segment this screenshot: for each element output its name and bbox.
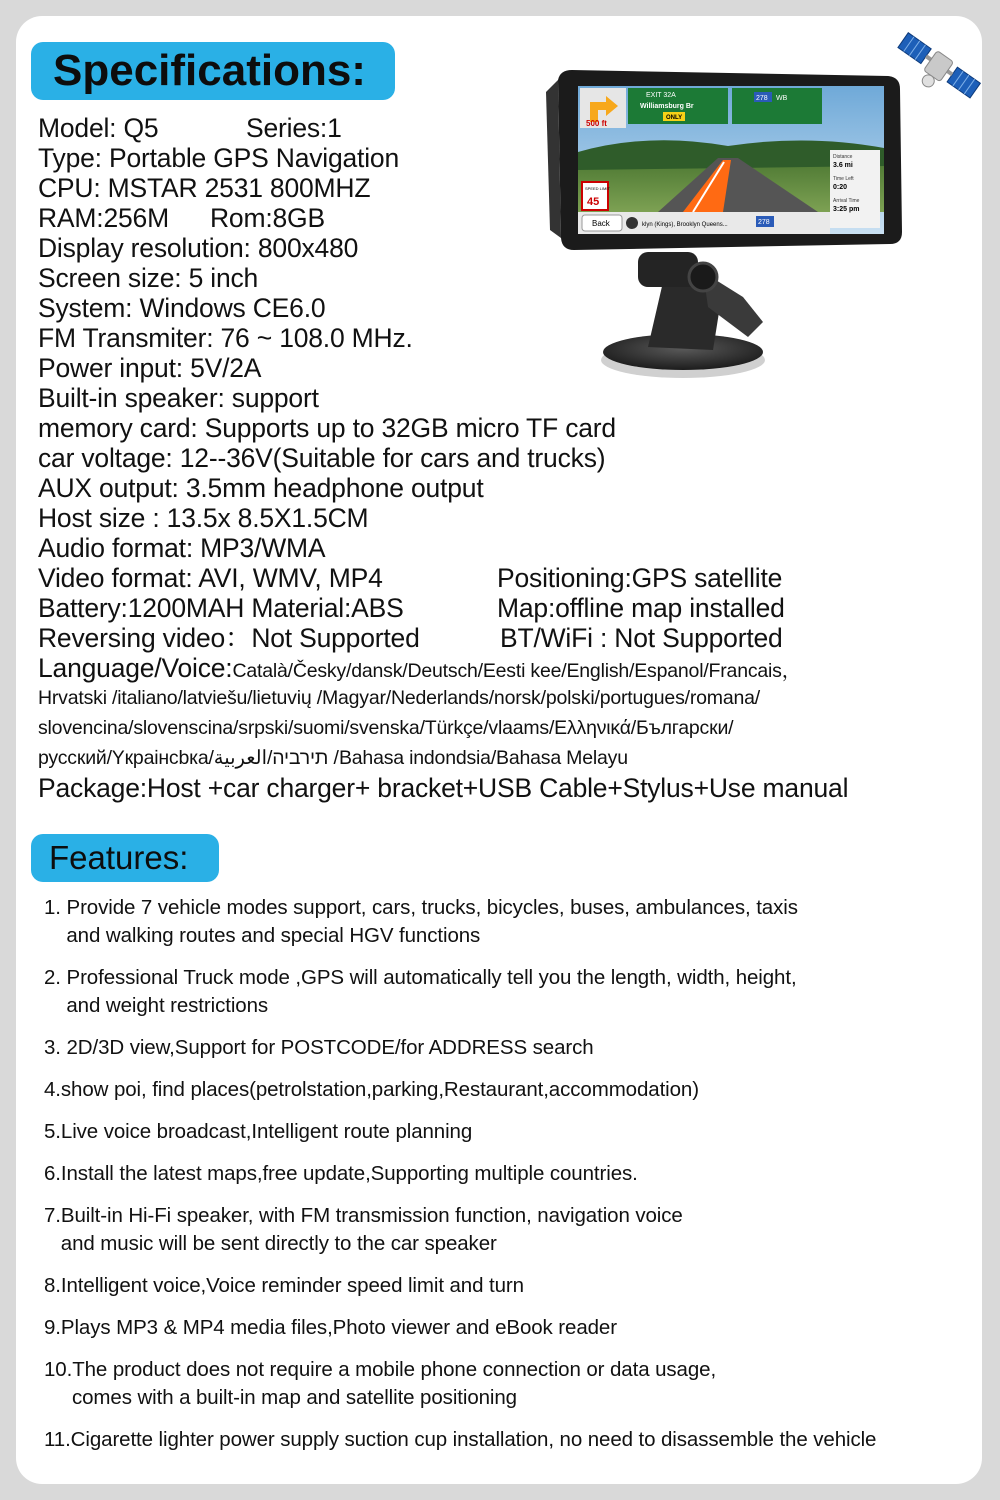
package-line: Package:Host +car charger+ bracket+USB Cable+Stylus+Use manual (38, 773, 849, 803)
spec-text: Built-in speaker: support (38, 383, 319, 413)
feature-text: 1. Provide 7 vehicle modes support, cars, trucks, bicycles, buses, ambulances, taxis (44, 896, 798, 919)
spec-text: Audio format: MP3/WMA (38, 533, 326, 563)
svg-text:klyn (Kings), Brooklyn Queens.: klyn (Kings), Brooklyn Queens... (642, 222, 728, 228)
spec-text: Model: Q5 (38, 113, 159, 143)
spec-text: Type: Portable GPS Navigation (38, 143, 399, 173)
feature-text: 7.Built-in Hi-Fi speaker, with FM transmission function, navigation voice (44, 1204, 683, 1227)
spec-line (38, 383, 978, 413)
feature-text: 2. Professional Truck mode ,GPS will automatically tell you the length, width, height, (44, 966, 797, 989)
feature-text: 3. 2D/3D view,Support for POSTCODE/for ADDRESS search (44, 1036, 594, 1059)
spec-text: Display resolution: 800x480 (38, 233, 359, 263)
svg-text:Time Left: Time Left (833, 176, 854, 182)
features-heading: Features: (31, 834, 219, 882)
svg-text:SPEED LIMIT: SPEED LIMIT (585, 186, 610, 191)
feature-item (44, 1160, 984, 1188)
feature-item (44, 1272, 984, 1300)
spec-text: Video format: AVI, WMV, MP4 (38, 563, 383, 593)
feature-text: 9.Plays MP3 & MP4 media files,Photo viewer and eBook reader (44, 1316, 617, 1339)
language-list-2: Hrvatski /italiano/latviešu/lietuvių /Magyar/Nederlands/norsk/polski/portugues/romana/ (38, 687, 760, 709)
feature-item (44, 1426, 984, 1454)
feature-item (44, 1076, 984, 1104)
svg-text:Arrival Time: Arrival Time (833, 198, 860, 204)
feature-item (44, 1118, 984, 1146)
satellite-icon (892, 26, 984, 108)
feature-text: 4.show poi, find places(petrolstation,parking,Restaurant,accommodation) (44, 1078, 699, 1101)
spec-line (38, 473, 978, 503)
svg-text:WB: WB (776, 95, 788, 102)
language-list-4: русский/Yкраінсbка/תירביה/العربية /Bahasa indondsia/Bahasa Melayu (38, 747, 628, 769)
spec-line (38, 413, 978, 443)
spec-text-secondary: BT/WiFi : Not Supported (500, 623, 783, 653)
gps-device-image (528, 62, 908, 382)
feature-item (44, 1356, 984, 1412)
svg-text:278: 278 (756, 95, 768, 102)
feature-text: 10.The product does not require a mobile phone connection or data usage, (44, 1358, 717, 1381)
feature-item (44, 1034, 984, 1062)
feature-text: 5.Live voice broadcast,Intelligent route planning (44, 1120, 473, 1143)
spec-line (38, 623, 978, 653)
spec-text-secondary: Rom:8GB (210, 203, 325, 233)
feature-item (44, 1202, 984, 1258)
spec-line (38, 593, 978, 623)
spec-text: CPU: MSTAR 2531 800MHZ (38, 173, 371, 203)
feature-text: 11.Cigarette lighter power supply suction cup installation, no need to disassemble the vehicle (44, 1428, 877, 1451)
feature-text: 6.Install the latest maps,free update,Supporting multiple countries. (44, 1162, 638, 1185)
spec-line (38, 443, 978, 473)
feature-text: and walking routes and special HGV functions (44, 924, 481, 947)
spec-text-secondary: Series:1 (246, 113, 342, 143)
feature-item (44, 894, 984, 950)
spec-text-secondary: Map:offline map installed (497, 593, 785, 623)
spec-text: Screen size: 5 inch (38, 263, 259, 293)
language-line (38, 653, 978, 683)
feature-item (44, 1314, 984, 1342)
svg-text:0:20: 0:20 (833, 184, 848, 191)
spec-text: System: Windows CE6.0 (38, 293, 326, 323)
spec-text: RAM:256M (38, 203, 169, 233)
feature-text: comes with a built-in map and satellite positioning (44, 1386, 517, 1409)
spec-text: car voltage: 12--36V(Suitable for cars and trucks) (38, 443, 606, 473)
spec-text: memory card: Supports up to 32GB micro TF card (38, 413, 616, 443)
product-card (16, 16, 982, 1484)
spec-text: FM Transmiter: 76 ~ 108.0 MHz. (38, 323, 413, 353)
feature-text: and music will be sent directly to the car speaker (44, 1232, 497, 1255)
device-screen (578, 86, 884, 234)
svg-text:278: 278 (758, 219, 770, 226)
mount-knob (689, 263, 717, 291)
spec-text-secondary: Positioning:GPS satellite (497, 563, 783, 593)
feature-item (44, 964, 984, 1020)
svg-text:Distance: Distance (833, 154, 853, 160)
spec-text: AUX output: 3.5mm headphone output (38, 473, 484, 503)
svg-text:500 ft: 500 ft (586, 119, 607, 128)
svg-text:3:25 pm: 3:25 pm (833, 206, 860, 213)
language-list-1: Català/Česky/dansk/Deutsch/Eesti kee/English/Espanol/Francais， (232, 660, 802, 682)
spec-line (38, 563, 978, 593)
spec-line (38, 503, 978, 533)
language-label: Language/Voice: (38, 653, 233, 683)
svg-text:Williamsburg Br: Williamsburg Br (640, 103, 694, 110)
feature-text: and weight restrictions (44, 994, 269, 1017)
features-list (44, 894, 984, 1454)
spec-text: Battery:1200MAH Material:ABS (38, 593, 404, 623)
svg-text:Back: Back (592, 219, 610, 228)
spec-text: Reversing video：Not Supported (38, 623, 420, 653)
specifications-heading: Specifications: (31, 42, 395, 100)
svg-text:3.6 mi: 3.6 mi (833, 162, 853, 169)
svg-text:ONLY: ONLY (666, 115, 683, 121)
spec-text: Power input: 5V/2A (38, 353, 262, 383)
svg-text:45: 45 (587, 196, 600, 208)
spec-line (38, 533, 978, 563)
feature-text: 8.Intelligent voice,Voice reminder speed limit and turn (44, 1274, 524, 1297)
svg-text:EXIT 32A: EXIT 32A (646, 92, 676, 99)
language-list-3: slovencina/slovenscina/srpski/suomi/svenska/Türkçe/vlaams/Ελληνικά/Български/ (38, 717, 734, 739)
spec-text: Host size : 13.5x 8.5X1.5CM (38, 503, 369, 533)
